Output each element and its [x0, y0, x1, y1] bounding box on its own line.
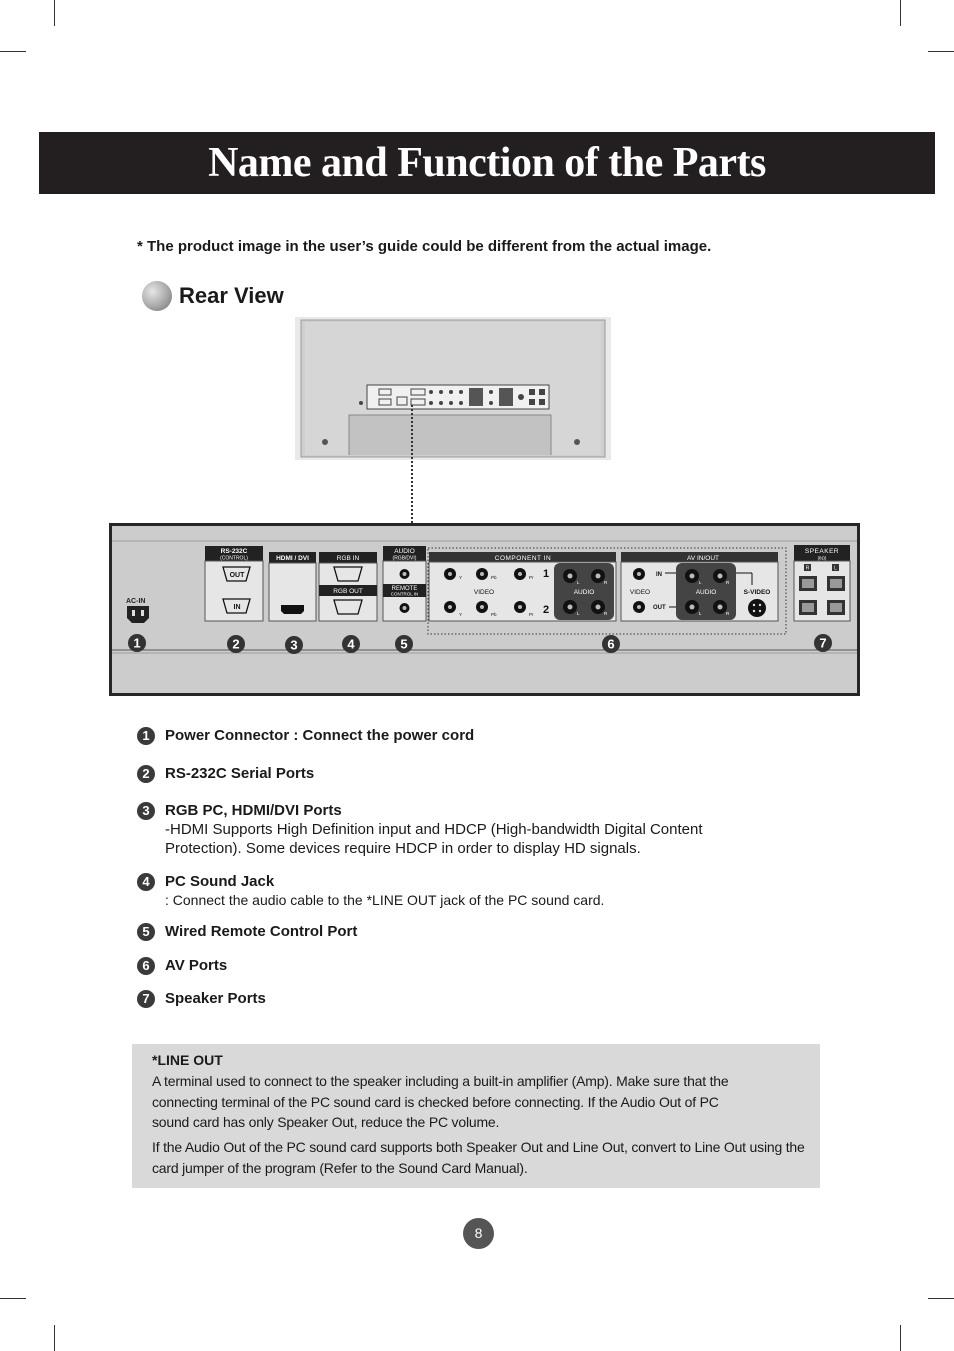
- item-number: 6: [137, 957, 155, 975]
- component-audio-l1-label: L: [577, 580, 580, 585]
- item-number: 2: [137, 765, 155, 783]
- component-input-2: 2: [543, 604, 550, 616]
- callout-3: [285, 636, 303, 654]
- crop-mark: [54, 1325, 55, 1351]
- component1-y-label: Y: [459, 575, 463, 580]
- item-number: 1: [137, 727, 155, 745]
- note-title: *LINE OUT: [152, 1052, 223, 1068]
- callout-4: [342, 635, 360, 653]
- svg-text:1: 1: [133, 635, 141, 651]
- leader-line: [411, 405, 413, 523]
- crop-mark: [900, 1325, 901, 1351]
- item-title: Wired Remote Control Port: [165, 923, 358, 940]
- rear-view-illustration: [295, 317, 611, 460]
- callout-7: [814, 634, 832, 652]
- callout-5: [395, 635, 413, 653]
- rs232c-in-label: IN: [233, 604, 241, 611]
- audio-label: AUDIO: [394, 548, 415, 555]
- component2-pb-label: Pb: [491, 612, 497, 617]
- component-in-label: COMPONENT IN: [494, 555, 552, 562]
- section-bullet-icon: [142, 281, 172, 311]
- component-audio-r2-label: R: [604, 611, 608, 616]
- callout-6: [602, 635, 620, 653]
- item-title: PC Sound Jack: [165, 873, 275, 890]
- control-in-label: CONTROL IN: [390, 591, 419, 597]
- component1-pr-label: Pr: [529, 575, 534, 580]
- page-title: Name and Function of the Parts: [39, 132, 935, 194]
- item-description: -HDMI Supports High Definition input and HDCP (High-bandwidth Digital Content Protection). Some devices require HDCP in order to display HD signals.: [165, 821, 703, 857]
- crop-mark: [0, 1298, 26, 1299]
- speaker-ohm-label: (8Ω): [817, 555, 827, 561]
- component2-y-label: Y: [459, 612, 463, 617]
- component-audio-l2-label: L: [577, 611, 580, 616]
- speaker-r-label: R: [805, 565, 810, 572]
- speaker-l-label: L: [834, 565, 837, 572]
- note-paragraph-1: A terminal used to connect to the speaker including a built-in amplifier (Amp). Make sure that the connecting terminal of the PC sound card is checked before connecting. If the Audio Out of PC sound card has only Speaker Out, reduce the PC volume.: [152, 1073, 729, 1130]
- svg-text:5: 5: [400, 636, 408, 652]
- av-audio-label: AUDIO: [695, 589, 717, 596]
- svg-text:7: 7: [819, 635, 827, 651]
- note-paragraph-2: If the Audio Out of the PC sound card supports both Speaker Out and Line Out, convert to Line Out using the card jumper of the program (Refer to the Sound Card Manual).: [152, 1139, 805, 1176]
- speaker-label: SPEAKER: [804, 548, 840, 555]
- rs232c-control-label: (CONTROL): [220, 555, 248, 562]
- audio-rgb-dvi-label: (RGB/DVI): [392, 555, 417, 562]
- rgb-out-label: RGB OUT: [333, 588, 363, 595]
- component2-pr-label: Pr: [529, 612, 534, 617]
- av-audio-r2-label: R: [726, 611, 730, 616]
- rs232c-label: RS-232C: [220, 548, 248, 555]
- rs232c-out-label: OUT: [229, 572, 245, 579]
- callout-2: [227, 635, 245, 653]
- svg-text:3: 3: [290, 637, 298, 653]
- item-title: Speaker Ports: [165, 990, 266, 1007]
- component-video-label: VIDEO: [473, 589, 495, 596]
- remote-label: REMOTE: [391, 586, 418, 592]
- item-number: 5: [137, 923, 155, 941]
- section-title: Rear View: [179, 283, 284, 308]
- s-video-label: S-VIDEO: [743, 589, 771, 596]
- crop-mark: [900, 0, 901, 26]
- av-video-label: VIDEO: [629, 589, 651, 596]
- component-input-1: 1: [543, 568, 550, 580]
- svg-text:2: 2: [232, 636, 240, 652]
- component-audio-r1-label: R: [604, 580, 608, 585]
- crop-mark: [928, 51, 954, 52]
- component-audio-label: AUDIO: [573, 589, 595, 596]
- ac-in-label: AC-IN: [126, 598, 146, 605]
- crop-mark: [54, 0, 55, 26]
- av-in-label: IN: [656, 572, 662, 578]
- item-number: 4: [137, 873, 155, 891]
- av-audio-l2-label: L: [699, 611, 702, 616]
- item-title: RS-232C Serial Ports: [165, 765, 315, 782]
- crop-mark: [928, 1298, 954, 1299]
- connector-panel: [109, 523, 860, 696]
- item-number: 3: [137, 802, 155, 820]
- component1-pb-label: Pb: [491, 575, 497, 580]
- av-audio-l1-label: L: [699, 580, 702, 585]
- crop-mark: [0, 51, 26, 52]
- line-out-note: [132, 1044, 820, 1188]
- svg-text:6: 6: [607, 636, 615, 652]
- item-title: AV Ports: [165, 957, 228, 974]
- item-number: 7: [137, 990, 155, 1008]
- page-number: 8: [463, 1218, 494, 1249]
- item-title: RGB PC, HDMI/DVI Ports: [165, 802, 342, 819]
- rgb-in-label: RGB IN: [336, 555, 360, 562]
- av-in-out-label: AV IN/OUT: [686, 555, 720, 562]
- item-description: : Connect the audio cable to the *LINE OUT jack of the PC sound card.: [165, 892, 605, 908]
- hdmi-dvi-label: HDMI / DVI: [276, 555, 309, 562]
- av-out-label: OUT: [653, 605, 666, 611]
- disclaimer: * The product image in the user’s guide could be different from the actual image.: [137, 238, 712, 255]
- callout-1: [128, 634, 146, 652]
- av-audio-r1-label: R: [726, 580, 730, 585]
- svg-text:4: 4: [347, 636, 355, 652]
- item-title: Power Connector : Connect the power cord: [165, 727, 475, 744]
